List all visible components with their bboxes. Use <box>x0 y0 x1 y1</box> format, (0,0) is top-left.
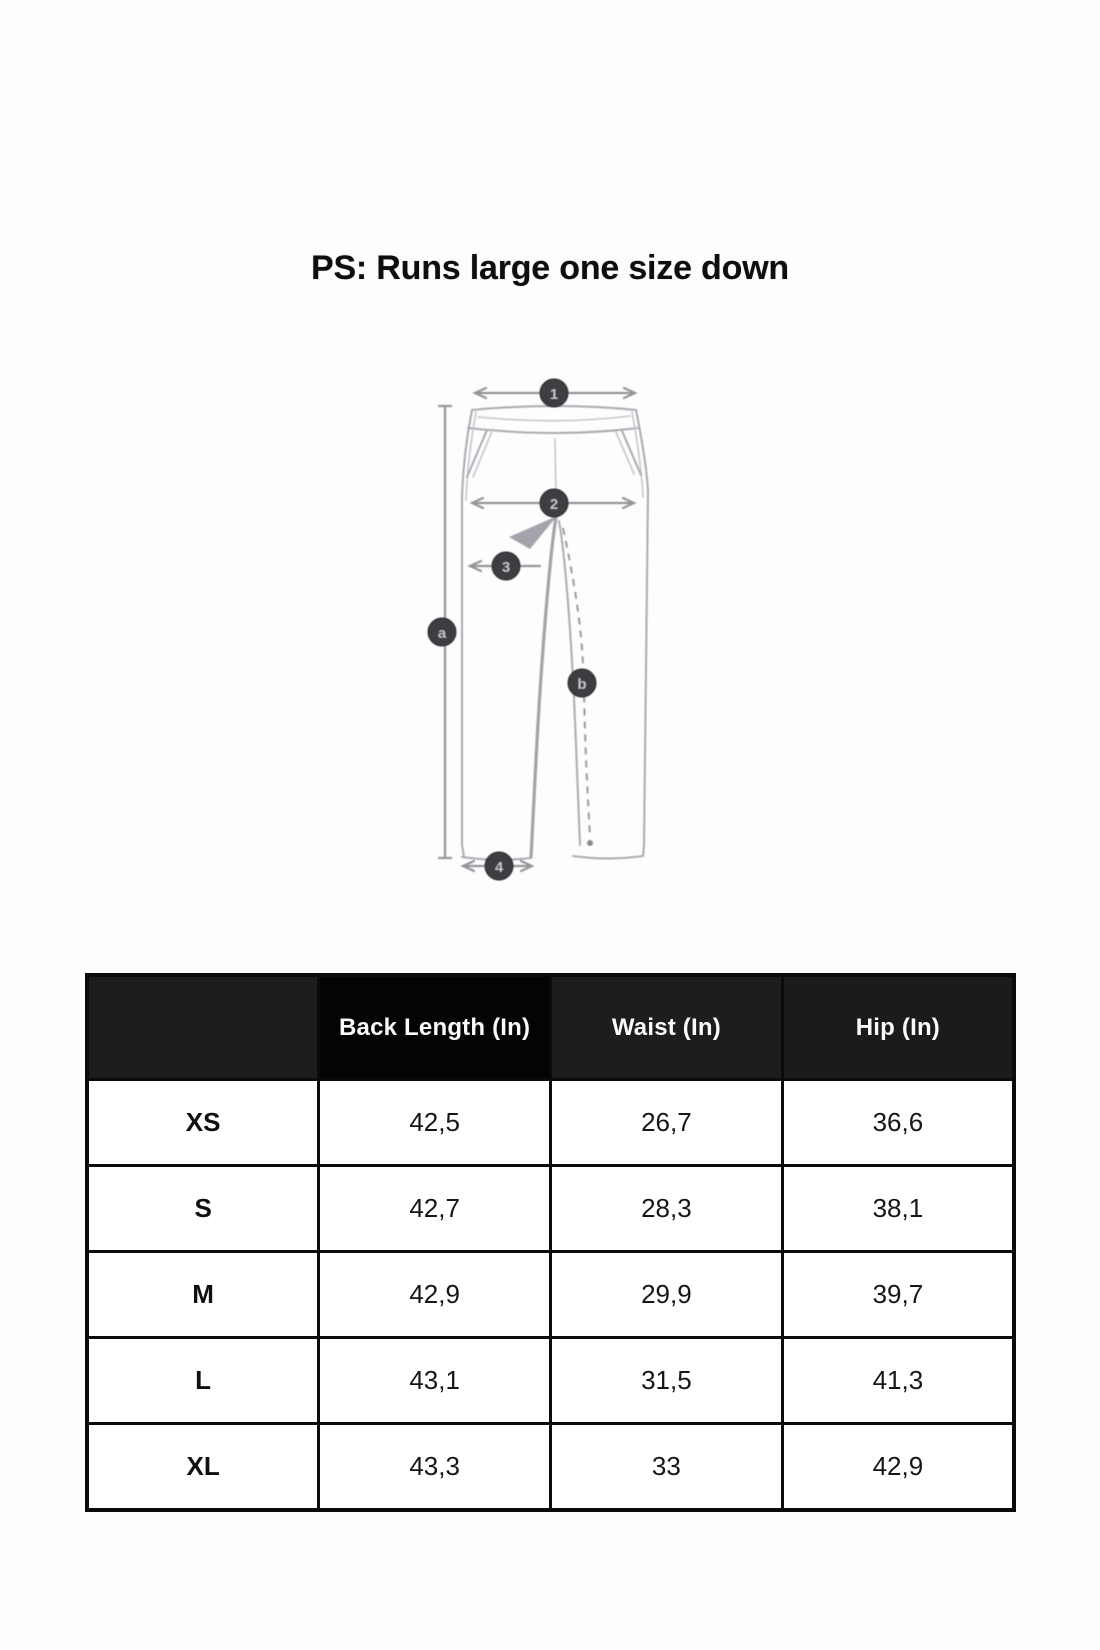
size-label: XL <box>87 1424 319 1510</box>
size-label: L <box>87 1338 319 1424</box>
waist-value: 26,7 <box>551 1080 783 1166</box>
marker-b <box>568 669 596 697</box>
marker-2 <box>540 489 568 517</box>
hip-value: 38,1 <box>782 1166 1014 1252</box>
column-header-waist: Waist (In) <box>551 975 783 1080</box>
size-label: S <box>87 1166 319 1252</box>
back-length-value: 42,7 <box>319 1166 551 1252</box>
back-length-value: 42,5 <box>319 1080 551 1166</box>
svg-text:1: 1 <box>549 386 559 403</box>
column-header-hip: Hip (In) <box>782 975 1014 1080</box>
hip-value: 42,9 <box>782 1424 1014 1510</box>
size-chart-table <box>85 973 1016 1512</box>
fit-note: PS: Runs large one size down <box>310 249 790 287</box>
marker-4 <box>485 852 513 880</box>
waist-value: 29,9 <box>551 1252 783 1338</box>
pants-diagram <box>420 372 678 888</box>
column-header-back-length: Back Length (In) <box>319 975 551 1080</box>
size-chart <box>85 973 1016 1512</box>
marker-3 <box>492 552 520 580</box>
svg-text:a: a <box>437 625 447 642</box>
hip-value: 41,3 <box>782 1338 1014 1424</box>
crotch-arrow <box>509 516 557 549</box>
back-length-value: 43,3 <box>319 1424 551 1510</box>
table-row-xs <box>87 1080 1014 1166</box>
marker-a <box>428 618 456 646</box>
table-row-l <box>87 1338 1014 1424</box>
waist-value: 28,3 <box>551 1166 783 1252</box>
header-row <box>87 975 1014 1080</box>
back-length-value: 42,9 <box>319 1252 551 1338</box>
table-row-s <box>87 1166 1014 1252</box>
back-length-value: 43,1 <box>319 1338 551 1424</box>
size-label: XS <box>87 1080 319 1166</box>
hip-value: 36,6 <box>782 1080 1014 1166</box>
table-row-m <box>87 1252 1014 1338</box>
waist-value: 31,5 <box>551 1338 783 1424</box>
size-label: M <box>87 1252 319 1338</box>
marker-1 <box>540 379 568 407</box>
svg-text:b: b <box>577 676 587 693</box>
column-header-size <box>87 975 319 1080</box>
table-row-xl <box>87 1424 1014 1510</box>
svg-text:4: 4 <box>494 859 504 876</box>
svg-text:3: 3 <box>501 559 511 576</box>
waist-value: 33 <box>551 1424 783 1510</box>
svg-text:2: 2 <box>549 496 559 513</box>
hip-value: 39,7 <box>782 1252 1014 1338</box>
